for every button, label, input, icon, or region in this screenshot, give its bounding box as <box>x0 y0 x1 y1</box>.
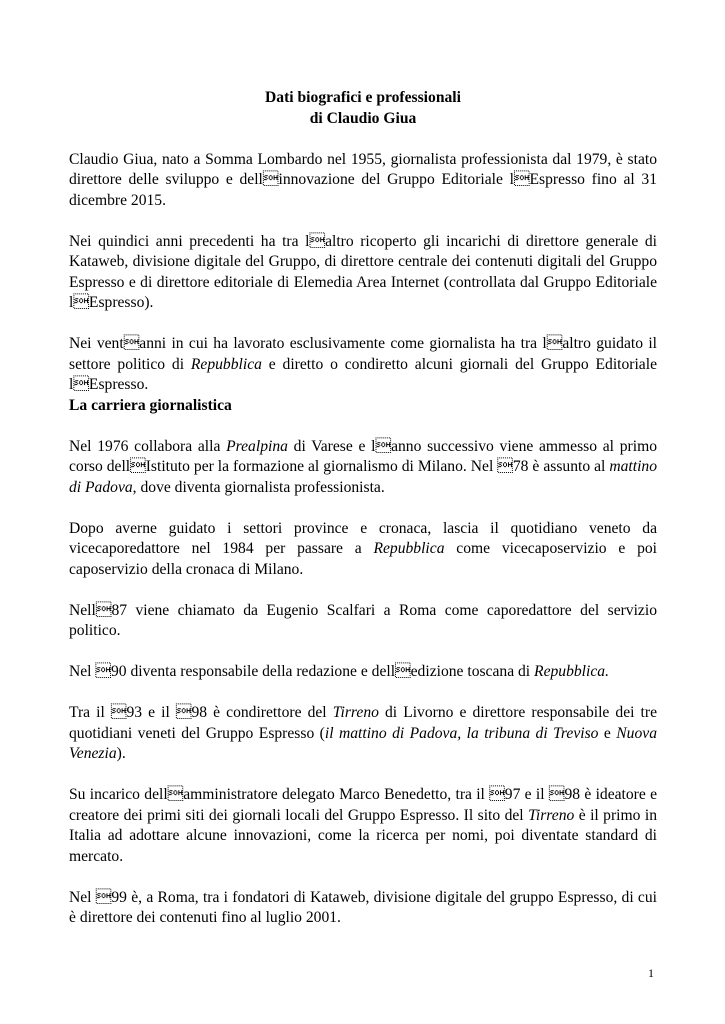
italic-run: Repubblica. <box>534 663 609 680</box>
text-run: Tra il 93 e il 98 è condirettore del <box>69 704 333 721</box>
text-run: , dove diventa giornalista professionista. <box>132 478 385 496</box>
bio-paragraph-1: Claudio Giua, nato a Somma Lombardo nel 1955, giornalista professionista dal 1979, è stato direttore delle sviluppo e dellinnovazione del Gruppo Editoriale lEspresso fino al 31 dicembre 2015. <box>69 150 657 209</box>
career-paragraph-2 <box>69 519 657 581</box>
text-run: Dopo averne guidato i settori province e cronaca, lascia il quotidiano veneto da vicecaporedattore nel 1984 per passare a <box>69 519 657 557</box>
italic-run: Repubblica <box>190 355 262 373</box>
text-run: di Livorno e direttore responsabile dei tre quotidiani veneti del Gruppo Espresso ( <box>69 704 657 742</box>
career-paragraph-6 <box>69 785 657 867</box>
italic-run: mattino di Padova <box>69 458 657 496</box>
career-paragraph-1 <box>69 437 657 499</box>
bio-paragraph-3 <box>69 334 657 396</box>
document-page <box>69 88 657 929</box>
text-run: Su incarico dellamministratore delegato Marco Benedetto, tra il 97 e il 98 è ideatore e creatore dei primi siti dei giornali locali del Gruppo Espresso. Il sito del <box>69 786 657 824</box>
text-run: è il primo in Italia ad adottare alcune innovazioni, come la ricerca per nomi, poi diventate standard di mercato. <box>69 806 657 865</box>
title-line-1: Dati biografici e professionali <box>265 89 461 106</box>
career-paragraph-7: Nel 99 è, a Roma, tra i fondatori di Kataweb, divisione digitale del gruppo Espresso, di cui è direttore dei contenuti fino al luglio 2001. <box>69 888 657 926</box>
italic-run: il mattino di Padova, la tribuna di Treviso <box>324 724 599 742</box>
career-paragraph-3: Nell87 viene chiamato da Eugenio Scalfari a Roma come caporedattore del servizio politico. <box>69 601 657 639</box>
text-run: Nei ventanni in cui ha lavorato esclusivamente come giornalista ha tra laltro guidato il settore politico di <box>69 335 657 373</box>
document-title <box>69 88 657 129</box>
text-run: ). <box>116 745 126 762</box>
career-paragraph-4 <box>69 662 657 683</box>
text-run: come vicecaposervizio e poi caposervizio della cronaca di Milano. <box>69 540 658 578</box>
italic-run: Tirreno <box>528 806 575 824</box>
italic-run: Nuova Venezia <box>69 724 657 762</box>
text-run: e diretto o condiretto alcuni giornali del Gruppo Editoriale lEspresso. <box>69 355 657 393</box>
section-heading: La carriera giornalistica <box>69 396 232 414</box>
italic-run: Repubblica <box>373 540 445 557</box>
bio-paragraph-2: Nei quindici anni precedenti ha tra laltro ricoperto gli incarichi di direttore generale di Kataweb, divisione digitale del Gruppo, di direttore centrale dei contenuti digitali del Gruppo Espresso e di direttore editoriale di Elemedia Area Internet (controllata dal Gruppo Editoriale lEspresso). <box>69 232 657 311</box>
italic-run: Prealpina <box>226 437 288 455</box>
title-line-2: di Claudio Giua <box>309 109 417 127</box>
text-run: di Varese e lanno successivo viene ammesso al primo corso dellIstituto per la formazione al giornalismo di Milano. Nel 78 è assunto al <box>69 437 657 475</box>
text-run: e <box>598 724 617 742</box>
page-number: 1 <box>648 966 654 980</box>
text-run: Nel 90 diventa responsabile della redazione e delledizione toscana di <box>69 663 535 680</box>
text-run: Nel 1976 collabora alla <box>69 437 227 455</box>
career-paragraph-5 <box>69 703 657 765</box>
italic-run: Tirreno <box>332 704 379 721</box>
